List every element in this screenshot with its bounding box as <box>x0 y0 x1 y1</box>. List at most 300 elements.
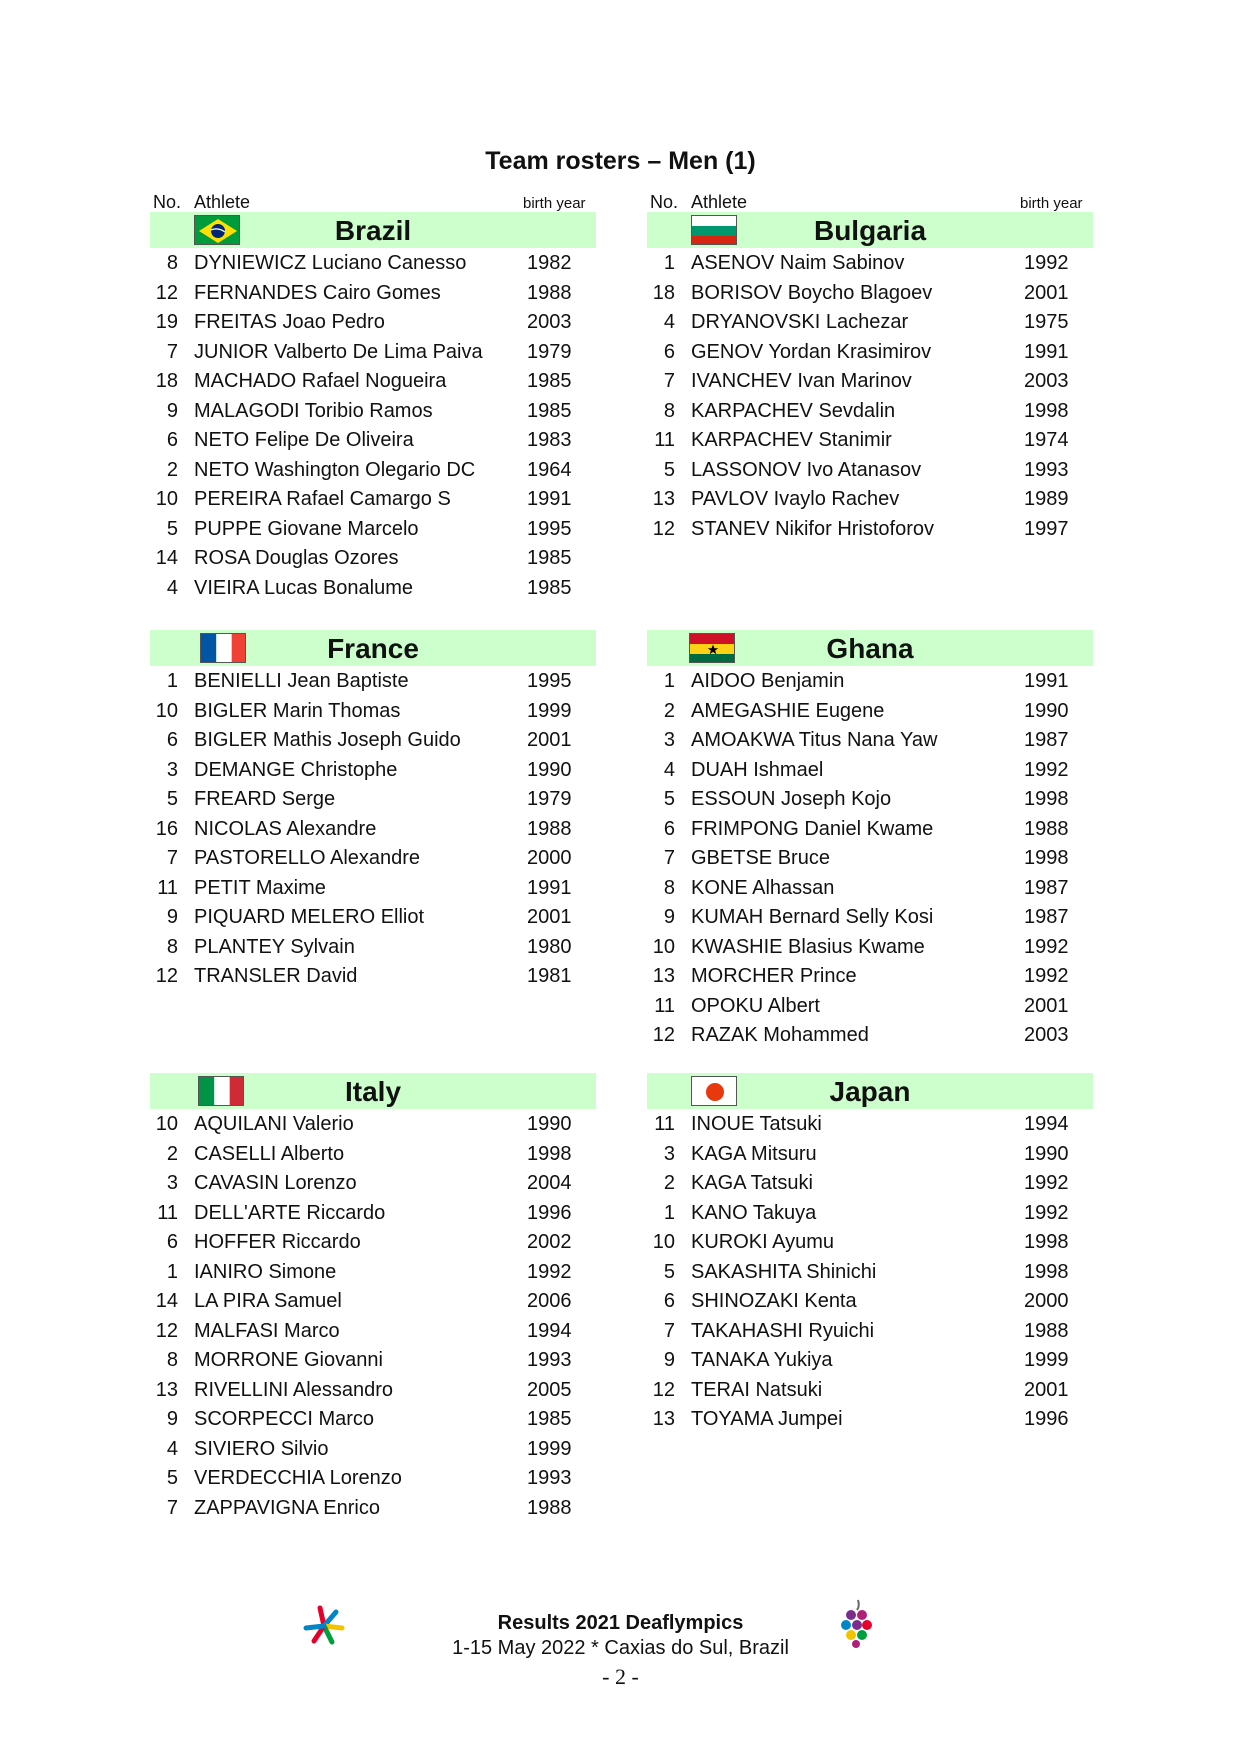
birth-year: 1988 <box>1024 1319 1069 1342</box>
athlete-row <box>647 932 1093 962</box>
birth-year: 2003 <box>1024 370 1069 392</box>
athlete-name: PLANTEY Sylvain <box>194 935 355 958</box>
athlete-number: 9 <box>166 1408 178 1430</box>
athlete-name: PETIT Maxime <box>194 876 326 899</box>
athlete-number: 8 <box>166 935 178 958</box>
athlete-row <box>647 425 1093 455</box>
athlete-number: 3 <box>663 729 675 751</box>
athlete-name: BENIELLI Jean Baptiste <box>194 670 409 692</box>
birth-year: 1992 <box>1024 1172 1069 1194</box>
athlete-name: DELL'ARTE Riccardo <box>194 1201 386 1224</box>
athlete-row <box>150 484 596 514</box>
athlete-name: GENOV Yordan Krasimirov <box>691 340 932 363</box>
athlete-name: TANAKA Yukiya <box>691 1349 833 1371</box>
athlete-name: NICOLAS Alexandre <box>194 817 377 840</box>
team-name: Japan <box>829 1076 911 1107</box>
athlete-name: NETO Washington Olegario DC <box>194 458 476 481</box>
athlete-number: 8 <box>663 399 675 422</box>
athlete-number: 6 <box>166 429 178 451</box>
athlete-name: BORISOV Boycho Blagoev <box>691 281 933 304</box>
birth-year: 1974 <box>1024 429 1069 451</box>
birth-year: 1992 <box>1024 935 1069 958</box>
athlete-row <box>150 1198 596 1228</box>
athlete-row <box>150 1345 596 1375</box>
athlete-number: 9 <box>166 906 178 928</box>
athlete-name: KUROKI Ayumu <box>691 1231 835 1253</box>
birth-year: 1990 <box>1024 1142 1069 1165</box>
team-name: Brazil <box>334 215 412 246</box>
athlete-name: TRANSLER David <box>194 965 358 987</box>
athlete-name: OPOKU Albert <box>691 994 820 1017</box>
birth-year: 1988 <box>527 281 572 304</box>
athlete-name: MALAGODI Toribio Ramos <box>194 399 433 422</box>
athlete-row <box>150 725 596 755</box>
athlete-name: AMEGASHIE Eugene <box>691 699 885 722</box>
athlete-number: 13 <box>652 965 675 987</box>
athlete-row <box>150 278 596 308</box>
athlete-number: 10 <box>155 488 178 510</box>
athlete-name: CAVASIN Lorenzo <box>194 1172 357 1194</box>
team-name: Ghana <box>826 633 914 664</box>
athlete-number: 7 <box>166 340 178 363</box>
birth-year: 1996 <box>1024 1408 1069 1430</box>
athlete-number: 18 <box>652 281 675 304</box>
athlete-number: 18 <box>155 370 178 392</box>
athlete-number: 14 <box>155 547 178 569</box>
athlete-row <box>150 1257 596 1287</box>
athlete-name: KUMAH Bernard Selly Kosi <box>691 906 934 928</box>
athlete-row <box>150 1493 596 1523</box>
birth-year: 1985 <box>527 370 572 392</box>
athlete-row <box>150 1463 596 1493</box>
birth-year: 1992 <box>1024 252 1069 274</box>
athlete-number: 5 <box>663 788 675 810</box>
col-birth-year-label: birth year <box>1020 195 1083 212</box>
athlete-number: 10 <box>652 1231 675 1253</box>
athlete-name: IANIRO Simone <box>194 1260 337 1283</box>
birth-year: 2001 <box>527 906 572 928</box>
birth-year: 1987 <box>1024 729 1069 751</box>
athlete-row <box>150 755 596 785</box>
athlete-name: MALFASI Marco <box>194 1319 340 1342</box>
athlete-number: 8 <box>166 1349 178 1371</box>
athlete-number: 19 <box>155 311 178 333</box>
athlete-name: FRIMPONG Daniel Kwame <box>691 817 934 840</box>
athlete-number: 4 <box>166 576 178 599</box>
athlete-row <box>647 1375 1093 1405</box>
birth-year: 1992 <box>1024 965 1069 987</box>
athlete-number: 11 <box>157 1201 178 1224</box>
athlete-number: 9 <box>663 906 675 928</box>
birth-year: 1996 <box>527 1201 572 1224</box>
athlete-name: RIVELLINI Alessandro <box>194 1378 393 1401</box>
birth-year: 1994 <box>1024 1113 1069 1135</box>
athlete-row <box>150 873 596 903</box>
birth-year: 2003 <box>1024 1024 1069 1046</box>
athlete-name: PUPPE Giovane Marcelo <box>194 517 419 540</box>
athlete-row <box>647 1345 1093 1375</box>
birth-year: 1997 <box>1024 517 1069 540</box>
athlete-number: 9 <box>663 1349 675 1371</box>
athlete-row <box>647 784 1093 814</box>
athlete-number: 1 <box>166 670 178 692</box>
athlete-number: 12 <box>155 1319 178 1342</box>
athlete-number: 6 <box>166 729 178 751</box>
athlete-row <box>150 307 596 337</box>
athlete-number: 2 <box>663 699 675 722</box>
birth-year: 1991 <box>527 876 572 899</box>
athlete-number: 3 <box>166 758 178 781</box>
athlete-row <box>647 307 1093 337</box>
birth-year: 1985 <box>527 576 572 599</box>
birth-year: 1979 <box>527 340 572 363</box>
athlete-row <box>647 366 1093 396</box>
column-header-right <box>647 192 1093 212</box>
athlete-name: TAKAHASHI Ryuichi <box>691 1319 875 1342</box>
birth-year: 1992 <box>527 1260 572 1283</box>
athlete-row <box>150 1404 596 1434</box>
athlete-number: 10 <box>155 1113 178 1135</box>
athlete-row <box>647 278 1093 308</box>
athlete-row <box>150 784 596 814</box>
birth-year: 1995 <box>527 517 572 540</box>
athlete-row <box>150 1286 596 1316</box>
athlete-name: NETO Felipe De Oliveira <box>194 429 414 451</box>
athlete-number: 8 <box>663 876 675 899</box>
birth-year: 1992 <box>1024 758 1069 781</box>
athlete-row <box>647 1109 1093 1139</box>
athlete-row <box>150 543 596 573</box>
athlete-name: TOYAMA Jumpei <box>691 1408 843 1430</box>
athlete-name: SAKASHITA Shinichi <box>691 1260 877 1283</box>
athlete-row <box>647 755 1093 785</box>
page-number: - 2 - <box>602 1664 639 1689</box>
team-name: France <box>327 633 419 664</box>
athlete-name: PIQUARD MELERO Elliot <box>194 906 425 928</box>
roster-list <box>647 248 1093 543</box>
athlete-number: 10 <box>652 935 675 958</box>
athlete-number: 6 <box>663 340 675 363</box>
birth-year: 1979 <box>527 788 572 810</box>
athlete-number: 1 <box>663 1201 675 1224</box>
athlete-name: DRYANOVSKI Lachezar <box>691 311 909 333</box>
athlete-number: 11 <box>654 429 675 451</box>
athlete-row <box>150 337 596 367</box>
col-athlete-label: Athlete <box>194 192 251 212</box>
athlete-name: MORRONE Giovanni <box>194 1349 383 1371</box>
athlete-number: 7 <box>166 1496 178 1519</box>
team-header <box>647 630 1093 666</box>
col-no-label: No. <box>153 192 182 212</box>
birth-year: 1998 <box>1024 847 1069 869</box>
athlete-name: FERNANDES Cairo Gomes <box>194 281 441 304</box>
athlete-name: INOUE Tatsuki <box>691 1113 822 1135</box>
athlete-number: 6 <box>166 1231 178 1253</box>
team-name: Italy <box>344 1076 402 1107</box>
athlete-row <box>647 514 1093 544</box>
team-brazil <box>150 212 596 602</box>
athlete-row <box>150 514 596 544</box>
birth-year: 1988 <box>527 1496 572 1519</box>
footer-title: Results 2021 Deaflympics <box>497 1612 744 1634</box>
athlete-row <box>647 991 1093 1021</box>
athlete-name: KAGA Mitsuru <box>691 1142 817 1165</box>
athlete-row <box>150 1227 596 1257</box>
athlete-row <box>647 843 1093 873</box>
birth-year: 1991 <box>1024 340 1069 363</box>
roster-list <box>150 666 596 991</box>
athlete-number: 11 <box>654 1113 675 1135</box>
roster-list <box>647 1109 1093 1434</box>
athlete-row <box>150 1139 596 1169</box>
birth-year: 1985 <box>527 399 572 422</box>
birth-year: 2000 <box>1024 1290 1069 1312</box>
birth-year: 1990 <box>1024 699 1069 722</box>
athlete-row <box>647 902 1093 932</box>
athlete-name: GBETSE Bruce <box>691 847 830 869</box>
birth-year: 1999 <box>1024 1349 1069 1371</box>
athlete-number: 10 <box>155 699 178 722</box>
athlete-number: 9 <box>166 399 178 422</box>
athlete-name: TERAI Natsuki <box>691 1378 823 1401</box>
athlete-row <box>150 366 596 396</box>
athlete-row <box>150 814 596 844</box>
athlete-number: 2 <box>166 458 178 481</box>
athlete-number: 12 <box>652 1024 675 1046</box>
birth-year: 1964 <box>527 458 572 481</box>
athlete-row <box>647 248 1093 278</box>
athlete-name: SHINOZAKI Kenta <box>691 1290 857 1312</box>
athlete-number: 5 <box>166 517 178 540</box>
team-header <box>647 212 1093 248</box>
athlete-number: 14 <box>155 1290 178 1312</box>
athlete-number: 12 <box>652 1378 675 1401</box>
team-italy <box>150 1073 596 1522</box>
athlete-name: SIVIERO Silvio <box>194 1437 329 1460</box>
athlete-row <box>150 396 596 426</box>
athlete-name: DUAH Ishmael <box>691 758 824 781</box>
athlete-number: 3 <box>663 1142 675 1165</box>
athlete-name: KAGA Tatsuki <box>691 1172 813 1194</box>
birth-year: 1998 <box>527 1142 572 1165</box>
footer-subtitle: 1-15 May 2022 * Caxias do Sul, Brazil <box>452 1637 789 1659</box>
athlete-row <box>150 932 596 962</box>
athlete-row <box>647 337 1093 367</box>
athlete-row <box>647 666 1093 696</box>
birth-year: 1989 <box>1024 488 1069 510</box>
athlete-number: 5 <box>166 1467 178 1489</box>
athlete-name: CASELLI Alberto <box>194 1142 345 1165</box>
athlete-name: KONE Alhassan <box>691 876 835 899</box>
athlete-name: KARPACHEV Sevdalin <box>691 399 896 422</box>
birth-year: 1981 <box>527 965 572 987</box>
team-header <box>150 1073 596 1109</box>
athlete-name: BIGLER Mathis Joseph Guido <box>194 729 461 751</box>
athlete-name: KWASHIE Blasius Kwame <box>691 935 925 958</box>
birth-year: 1993 <box>1024 458 1069 481</box>
birth-year: 1985 <box>527 1408 572 1430</box>
athlete-name: RAZAK Mohammed <box>691 1024 869 1046</box>
col-no-label: No. <box>650 192 679 212</box>
birth-year: 1987 <box>1024 876 1069 899</box>
athlete-number: 13 <box>652 1408 675 1430</box>
athlete-name: ROSA Douglas Ozores <box>194 547 399 569</box>
birth-year: 1988 <box>527 817 572 840</box>
athlete-number: 5 <box>166 788 178 810</box>
athlete-number: 7 <box>166 847 178 869</box>
birth-year: 1980 <box>527 935 572 958</box>
athlete-name: AMOAKWA Titus Nana Yaw <box>691 729 938 751</box>
birth-year: 1998 <box>1024 788 1069 810</box>
athlete-name: FREARD Serge <box>194 788 336 810</box>
athlete-name: MACHADO Rafael Nogueira <box>194 370 447 392</box>
birth-year: 1998 <box>1024 1231 1069 1253</box>
athlete-number: 2 <box>663 1172 675 1194</box>
athlete-name: DEMANGE Christophe <box>194 758 398 781</box>
birth-year: 1990 <box>527 1113 572 1135</box>
birth-year: 1998 <box>1024 399 1069 422</box>
athlete-number: 4 <box>663 311 675 333</box>
athlete-row <box>647 696 1093 726</box>
athlete-name: ZAPPAVIGNA Enrico <box>194 1496 380 1519</box>
athlete-number: 7 <box>663 370 675 392</box>
birth-year: 2006 <box>527 1290 572 1312</box>
birth-year: 1995 <box>527 670 572 692</box>
athlete-number: 6 <box>663 1290 675 1312</box>
athlete-number: 6 <box>663 817 675 840</box>
athlete-number: 13 <box>155 1378 178 1401</box>
athlete-row <box>150 455 596 485</box>
athlete-row <box>150 666 596 696</box>
birth-year: 1999 <box>527 699 572 722</box>
team-japan <box>647 1073 1093 1434</box>
athlete-number: 8 <box>166 252 178 274</box>
birth-year: 1988 <box>1024 817 1069 840</box>
athlete-number: 12 <box>155 281 178 304</box>
athlete-number: 13 <box>652 488 675 510</box>
athlete-number: 11 <box>654 994 675 1017</box>
athlete-row <box>150 961 596 991</box>
athlete-name: PEREIRA Rafael Camargo S <box>194 488 451 510</box>
birth-year: 2003 <box>527 311 572 333</box>
athlete-number: 12 <box>155 965 178 987</box>
birth-year: 1975 <box>1024 311 1069 333</box>
roster-list <box>150 1109 596 1522</box>
athlete-name: DYNIEWICZ Luciano Canesso <box>194 252 467 274</box>
athlete-row <box>150 425 596 455</box>
column-header-left <box>150 192 596 212</box>
athlete-row <box>647 396 1093 426</box>
birth-year: 1998 <box>1024 1260 1069 1283</box>
athlete-name: FREITAS Joao Pedro <box>194 311 385 333</box>
athlete-row <box>647 1257 1093 1287</box>
athlete-name: PASTORELLO Alexandre <box>194 847 421 869</box>
athlete-name: AIDOO Benjamin <box>691 670 845 692</box>
birth-year: 1991 <box>1024 670 1069 692</box>
athlete-name: PAVLOV Ivaylo Rachev <box>691 488 900 510</box>
athlete-name: HOFFER Riccardo <box>194 1231 361 1253</box>
athlete-row <box>150 1375 596 1405</box>
athlete-name: ESSOUN Joseph Kojo <box>691 788 892 810</box>
athlete-row <box>150 696 596 726</box>
roster-list <box>150 248 596 602</box>
birth-year: 2002 <box>527 1231 572 1253</box>
birth-year: 2005 <box>527 1378 572 1401</box>
athlete-name: VERDECCHIA Lorenzo <box>194 1467 402 1489</box>
athlete-name: SCORPECCI Marco <box>194 1408 375 1430</box>
birth-year: 1985 <box>527 547 572 569</box>
team-name: Bulgaria <box>813 215 927 246</box>
athlete-name: MORCHER Prince <box>691 965 857 987</box>
athlete-row <box>647 1286 1093 1316</box>
team-header <box>647 1073 1093 1109</box>
birth-year: 2001 <box>1024 281 1069 304</box>
birth-year: 2004 <box>527 1172 572 1194</box>
athlete-name: LA PIRA Samuel <box>194 1290 342 1312</box>
athlete-row <box>150 902 596 932</box>
athlete-name: JUNIOR Valberto De Lima Paiva <box>194 340 483 363</box>
athlete-row <box>150 248 596 278</box>
athlete-row <box>647 1020 1093 1050</box>
athlete-name: ASENOV Naim Sabinov <box>691 252 905 274</box>
birth-year: 1993 <box>527 1349 572 1371</box>
athlete-number: 3 <box>166 1172 178 1194</box>
athlete-number: 2 <box>166 1142 178 1165</box>
athlete-number: 7 <box>663 1319 675 1342</box>
athlete-number: 1 <box>166 1260 178 1283</box>
birth-year: 1992 <box>1024 1201 1069 1224</box>
birth-year: 2001 <box>1024 1378 1069 1401</box>
athlete-name: IVANCHEV Ivan Marinov <box>691 370 912 392</box>
team-bulgaria <box>647 212 1093 543</box>
birth-year: 2000 <box>527 847 572 869</box>
athlete-name: KANO Takuya <box>691 1201 817 1224</box>
team-header <box>150 630 596 666</box>
athlete-name: BIGLER Marin Thomas <box>194 699 401 722</box>
athlete-number: 4 <box>166 1437 178 1460</box>
athlete-row <box>150 573 596 603</box>
athlete-row <box>150 1109 596 1139</box>
athlete-row <box>647 1198 1093 1228</box>
athlete-row <box>647 455 1093 485</box>
athlete-name: KARPACHEV Stanimir <box>691 429 892 451</box>
team-header <box>150 212 596 248</box>
athlete-row <box>647 1139 1093 1169</box>
athlete-row <box>150 843 596 873</box>
athlete-number: 1 <box>663 252 675 274</box>
athlete-name: AQUILANI Valerio <box>194 1113 354 1135</box>
athlete-name: VIEIRA Lucas Bonalume <box>194 576 414 599</box>
birth-year: 2001 <box>527 729 572 751</box>
birth-year: 1991 <box>527 488 572 510</box>
birth-year: 1990 <box>527 758 572 781</box>
athlete-row <box>647 484 1093 514</box>
athlete-name: STANEV Nikifor Hristoforov <box>691 517 935 540</box>
athlete-number: 7 <box>663 847 675 869</box>
athlete-name: LASSONOV Ivo Atanasov <box>691 458 922 481</box>
athlete-row <box>150 1316 596 1346</box>
birth-year: 2001 <box>1024 994 1069 1017</box>
athlete-number: 12 <box>652 517 675 540</box>
birth-year: 1982 <box>527 252 572 274</box>
athlete-row <box>647 814 1093 844</box>
athlete-number: 1 <box>663 670 675 692</box>
birth-year: 1987 <box>1024 906 1069 928</box>
athlete-row <box>647 1168 1093 1198</box>
athlete-row <box>150 1168 596 1198</box>
birth-year: 1999 <box>527 1437 572 1460</box>
athlete-row <box>647 961 1093 991</box>
